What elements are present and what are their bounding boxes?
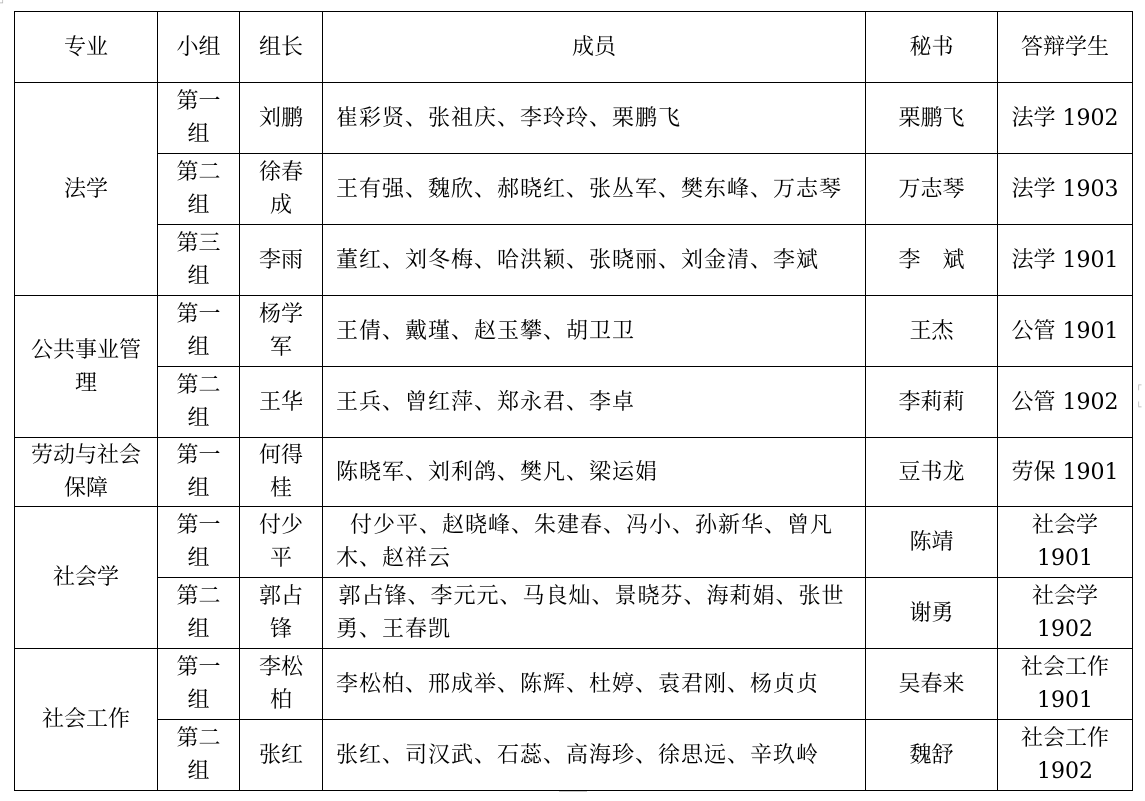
header-leader: 组长 [240,12,323,83]
students-cell: 社会工作 1902 [998,720,1133,791]
leader-cell: 何得桂 [240,438,323,507]
secretary-cell: 万志琴 [866,154,998,225]
group-cell: 第一组 [158,83,240,154]
table-row [15,367,1133,438]
table-row [15,438,1133,507]
members-cell: 王有强、魏欣、郝晓红、张丛军、樊东峰、万志琴 [323,154,866,225]
major-cell-social-work: 社会工作 [15,649,158,791]
header-secretary: 秘书 [866,12,998,83]
table-row [15,154,1133,225]
table-row [15,83,1133,154]
table-row [15,296,1133,367]
group-cell: 第一组 [158,649,240,720]
secretary-cell: 陈靖 [866,507,998,578]
members-cell: 付少平、赵晓峰、朱建春、冯小、孙新华、曾凡木、赵祥云 [323,507,866,578]
secretary-cell: 吴春来 [866,649,998,720]
group-cell: 第二组 [158,367,240,438]
table-row [15,578,1133,649]
students-cell: 法学 1902 [998,83,1133,154]
leader-cell: 郭占锋 [240,578,323,649]
table-header-row [15,12,1133,83]
secretary-cell: 谢勇 [866,578,998,649]
students-cell: 法学 1901 [998,225,1133,296]
secretary-cell: 李 斌 [866,225,998,296]
students-cell: 公管 1901 [998,296,1133,367]
table-row [15,720,1133,791]
secretary-cell: 魏舒 [866,720,998,791]
students-cell: 劳保 1901 [998,438,1133,507]
students-cell: 公管 1902 [998,367,1133,438]
table-row [15,225,1133,296]
members-cell: 王倩、戴瑾、赵玉攀、胡卫卫 [323,296,866,367]
group-cell: 第二组 [158,154,240,225]
margin-mark-lower: └ [1136,403,1142,413]
leader-cell: 杨学军 [240,296,323,367]
secretary-cell: 栗鹏飞 [866,83,998,154]
leader-cell: 付少平 [240,507,323,578]
header-major: 专业 [15,12,158,83]
major-cell-sociology: 社会学 [15,507,158,649]
students-cell: 社会工作 1901 [998,649,1133,720]
secretary-cell: 王杰 [866,296,998,367]
header-students: 答辩学生 [998,12,1133,83]
margin-mark-upper: ┌ [1136,381,1142,391]
members-cell: 崔彩贤、张祖庆、李玲玲、栗鹏飞 [323,83,866,154]
members-cell: 董红、刘冬梅、哈洪颖、张晓丽、刘金清、李斌 [323,225,866,296]
students-cell: 社会学 1901 [998,507,1133,578]
table-row [15,649,1133,720]
members-cell: 郭占锋、李元元、马良灿、景晓芬、海莉娟、张世勇、王春凯 [323,578,866,649]
header-group: 小组 [158,12,240,83]
group-cell: 第二组 [158,720,240,791]
members-cell: 王兵、曾红萍、郑永君、李卓 [323,367,866,438]
table-row [15,507,1133,578]
members-cell: 陈晓军、刘利鸽、樊凡、梁运娟 [323,438,866,507]
leader-cell: 王华 [240,367,323,438]
students-cell: 社会学 1902 [998,578,1133,649]
members-cell: 张红、司汉武、石蕊、高海珍、徐思远、辛玖岭 [323,720,866,791]
header-members: 成员 [323,12,866,83]
leader-cell: 张红 [240,720,323,791]
leader-cell: 刘鹏 [240,83,323,154]
leader-cell: 徐春成 [240,154,323,225]
group-cell: 第三组 [158,225,240,296]
group-cell: 第一组 [158,507,240,578]
major-cell-law: 法学 [15,83,158,296]
leader-cell: 李雨 [240,225,323,296]
secretary-cell: 豆书龙 [866,438,998,507]
secretary-cell: 李莉莉 [866,367,998,438]
group-cell: 第一组 [158,438,240,507]
defense-group-table [14,11,1133,791]
members-cell: 李松柏、邢成举、陈辉、杜婷、袁君刚、杨贞贞 [323,649,866,720]
students-cell: 法学 1903 [998,154,1133,225]
major-cell-public-administration: 公共事业管理 [15,296,158,438]
group-cell: 第二组 [158,578,240,649]
group-cell: 第一组 [158,296,240,367]
corner-mark: ┘ [0,0,6,9]
major-cell-labor-security: 劳动与社会保障 [15,438,158,507]
leader-cell: 李松柏 [240,649,323,720]
